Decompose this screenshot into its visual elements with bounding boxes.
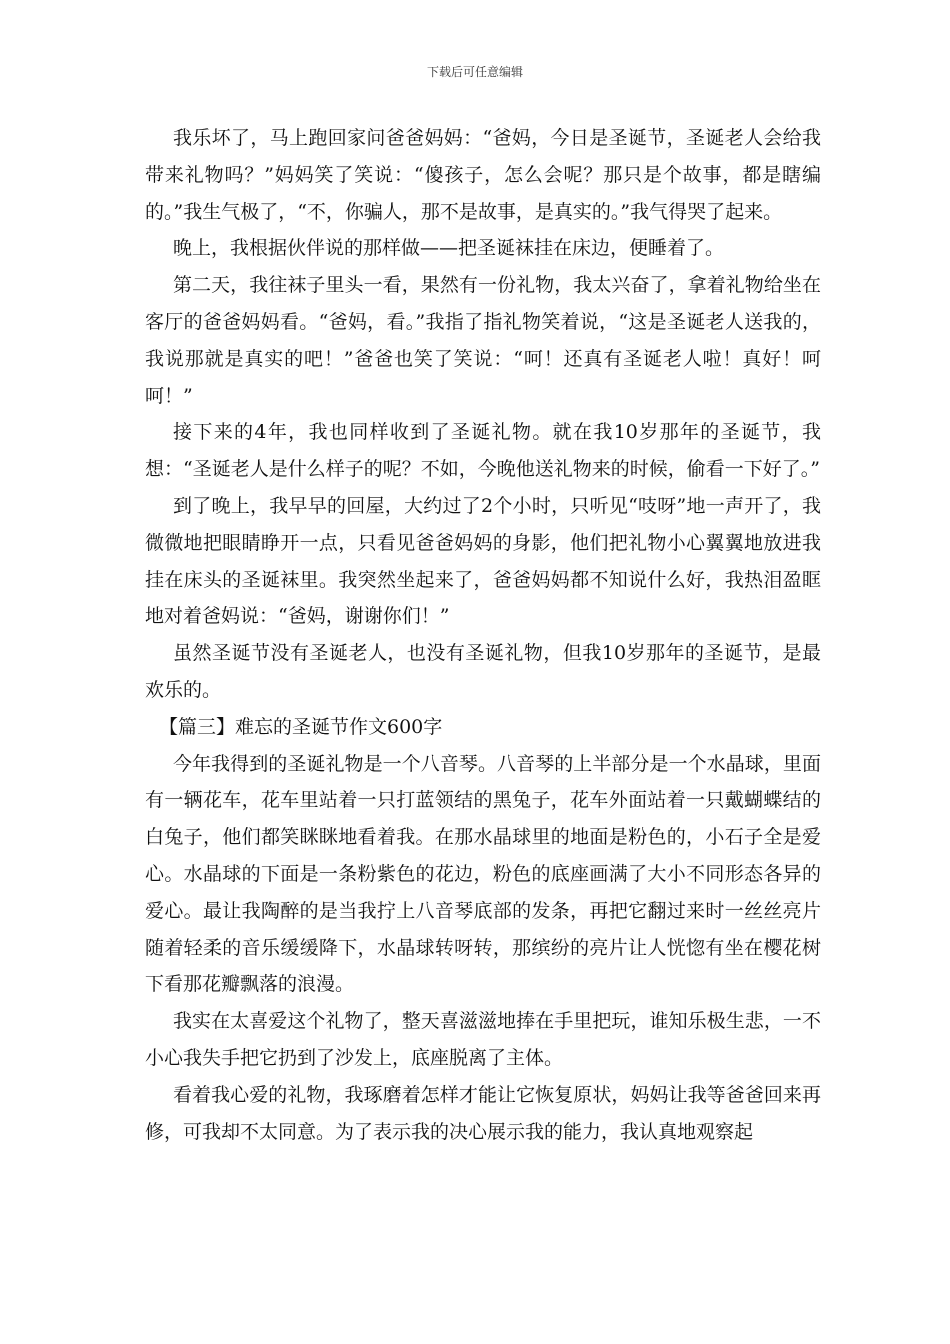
page-header bbox=[0, 64, 950, 80]
section-title: 【篇三】难忘的圣诞节作文600字 bbox=[159, 715, 443, 738]
paragraph-3: 第二天，我往袜子里头一看，果然有一份礼物，我太兴奋了，拿着礼物给坐在客厅的爸爸妈妈看。“爸妈，看。”我指了指礼物笑着说，“这是圣诞老人送我的，我说那就是真实的吧！”爸爸也笑了笑说：“呵！还真有圣诞老人啦！真好！呵呵！” bbox=[145, 274, 821, 407]
paragraph-5: 到了晚上，我早早的回屋，大约过了2个小时，只听见“吱呀”地一声开了，我微微地把眼睛睁开一点，只看见爸爸妈妈的身影，他们把礼物小心翼翼地放进我挂在床头的圣诞袜里。我突然坐起来了，爸爸妈妈都不知说什么好，我热泪盈眶地对着爸妈说：“爸妈，谢谢你们！” bbox=[145, 494, 821, 628]
header-note: 下载后可任意编辑 bbox=[426, 65, 523, 79]
paragraph-6: 虽然圣诞节没有圣诞老人，也没有圣诞礼物，但我10岁那年的圣诞节，是最欢乐的。 bbox=[145, 642, 821, 701]
paragraph-2: 晚上，我根据伙伴说的那样做——把圣诞袜挂在床边，便睡着了。 bbox=[173, 237, 725, 260]
paragraph-4: 接下来的4年，我也同样收到了圣诞礼物。就在我10岁那年的圣诞节，我想：“圣诞老人是什么样子的呢？不如，今晚他送礼物来的时候，偷看一下好了。” bbox=[145, 421, 821, 481]
section-paragraph-2: 我实在太喜爱这个礼物了，整天喜滋滋地捧在手里把玩，谁知乐极生悲，一不小心我失手把它扔到了沙发上，底座脱离了主体。 bbox=[145, 1010, 821, 1069]
paragraph-1: 我乐坏了，马上跑回家问爸爸妈妈：“爸妈，今日是圣诞节，圣诞老人会给我带来礼物吗？”妈妈笑了笑说：“傻孩子，怎么会呢？那只是个故事，都是瞎编的。”我生气极了，“不，你骗人，那不是故事，是真实的。”我气得哭了起来。 bbox=[145, 127, 821, 223]
document-body bbox=[145, 120, 821, 1150]
section-paragraph-3: 看着我心爱的礼物，我琢磨着怎样才能让它恢复原状，妈妈让我等爸爸回来再修，可我却不太同意。为了表示我的决心展示我的能力，我认真地观察起 bbox=[145, 1083, 821, 1143]
section-paragraph-1: 今年我得到的圣诞礼物是一个八音琴。八音琴的上半部分是一个水晶球，里面有一辆花车，花车里站着一只打蓝领结的黑兔子，花车外面站着一只戴蝴蝶结的白兔子，他们都笑眯眯地看着我。在那水晶球里的地面是粉色的，小石子全是爱心。水晶球的下面是一条粉紫色的花边，粉色的底座画满了大小不同形态各异的爱心。最让我陶醉的是当我拧上八音琴底部的发条，再把它翻过来时一丝丝亮片随着轻柔的音乐缓缓降下，水晶球转呀转，那缤纷的亮片让人恍惚有坐在樱花树下看那花瓣飘落的浪漫。 bbox=[145, 752, 821, 996]
